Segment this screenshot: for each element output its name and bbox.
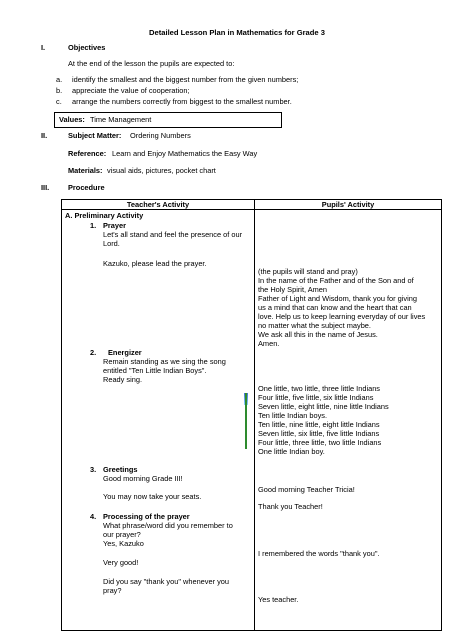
procedure-table (61, 199, 442, 631)
energizer-title: Energizer (108, 348, 142, 357)
materials-text: visual aids, pictures, pocket chart (107, 166, 216, 175)
pupil-line: love. Help us to keep learning everyday of our lives (258, 312, 426, 321)
reference-text: Learn and Enjoy Mathematics the Easy Way (112, 149, 258, 158)
pupil-line: Yes teacher. (258, 595, 299, 604)
pupil-line: Four little, three little, two little Indians (258, 438, 382, 447)
materials-label: Materials: (68, 166, 103, 175)
teacher-line: What phrase/word did you remember to (103, 521, 233, 530)
pupil-line: (the pupils will stand and pray) (258, 267, 358, 276)
pupil-line: Amen. (258, 339, 280, 348)
teacher-line: Lord. (103, 239, 120, 248)
subject-text: Ordering Numbers (130, 131, 191, 140)
objectives-intro: At the end of the lesson the pupils are expected to: (68, 59, 235, 68)
pupil-line: Ten little, nine little, eight little Indians (258, 420, 380, 429)
processing-title: Processing of the prayer (103, 512, 190, 521)
section-a-heading: A. Preliminary Activity (65, 211, 144, 220)
subject-label: Subject Matter: (68, 131, 122, 140)
objective-item: appreciate the value of cooperation; (72, 86, 190, 95)
objective-item: arrange the numbers correctly from biggest to the smallest number. (72, 97, 292, 106)
pupil-line: Seven little, six little, five little Indians (258, 429, 380, 438)
prayer-number: 1. (90, 221, 97, 230)
greetings-title: Greetings (103, 465, 138, 474)
teacher-line: Ready sing. (103, 375, 143, 384)
teacher-line: Good morning Grade III! (103, 474, 183, 483)
teacher-line: entitled "Ten Little Indian Boys". (103, 366, 207, 375)
pupils-activity-cell (255, 210, 442, 631)
pupil-line: Good morning Teacher Tricia! (258, 485, 355, 494)
pupil-line: us a mind that can know and the heart that can (258, 303, 412, 312)
pupil-line: Seven little, eight little, nine little Indians (258, 402, 389, 411)
pupil-line: Ten little Indian boys. (258, 411, 328, 420)
values-box (54, 112, 282, 128)
pupil-line: Thank you Teacher! (258, 502, 323, 511)
procedure-heading: Procedure (68, 183, 105, 192)
teacher-line: Remain standing as we sing the song (103, 357, 226, 366)
reference-label: Reference: (68, 149, 107, 158)
teacher-line: Very good! (103, 558, 139, 567)
teacher-line: Did you say "thank you" whenever you (103, 577, 230, 586)
pupil-line: no matter what the subject maybe. (258, 321, 371, 330)
pupil-line: One little Indian boy. (258, 447, 325, 456)
energizer-number: 2. (90, 348, 97, 357)
teacher-line: Let's all stand and feel the presence of our (103, 230, 243, 239)
objectives-heading: Objectives (68, 43, 106, 52)
pupil-line: the Holy Spirit, Amen (258, 285, 328, 294)
greetings-number: 3. (90, 465, 97, 474)
processing-number: 4. (90, 512, 97, 521)
teacher-line: Kazuko, please lead the prayer. (103, 259, 207, 268)
pupil-line: In the name of the Father and of the Son and of (258, 276, 414, 285)
procedure-number: III. (41, 183, 50, 192)
values-text: Time Management (90, 115, 152, 124)
pupil-line: Father of Light and Wisdom, thank you for giving (258, 294, 417, 303)
pencil-image (245, 393, 247, 449)
objective-item: identify the smallest and the biggest number from the given numbers; (72, 75, 299, 84)
pupil-line: Four little, five little, six little Indians (258, 393, 374, 402)
prayer-title: Prayer (103, 221, 127, 230)
document-title: Detailed Lesson Plan in Mathematics for Grade 3 (149, 28, 325, 37)
teacher-column-header: Teacher's Activity (62, 200, 255, 210)
pupil-line: I remembered the words "thank you". (258, 549, 380, 558)
pupil-line: We ask all this in the name of Jesus. (258, 330, 378, 339)
objectives-number: I. (41, 43, 46, 52)
objective-letter: b. (56, 86, 63, 95)
pupils-column-header: Pupils' Activity (255, 200, 442, 210)
teacher-line: pray? (103, 586, 122, 595)
subject-number: II. (41, 131, 48, 140)
pupil-line: One little, two little, three little Indians (258, 384, 381, 393)
objective-letter: a. (56, 75, 63, 84)
teacher-activity-cell (62, 210, 255, 631)
values-label: Values: (59, 115, 85, 124)
teacher-line: our prayer? (103, 530, 141, 539)
teacher-line: You may now take your seats. (103, 492, 202, 501)
objective-letter: c. (56, 97, 62, 106)
teacher-line: Yes, Kazuko (103, 539, 144, 548)
